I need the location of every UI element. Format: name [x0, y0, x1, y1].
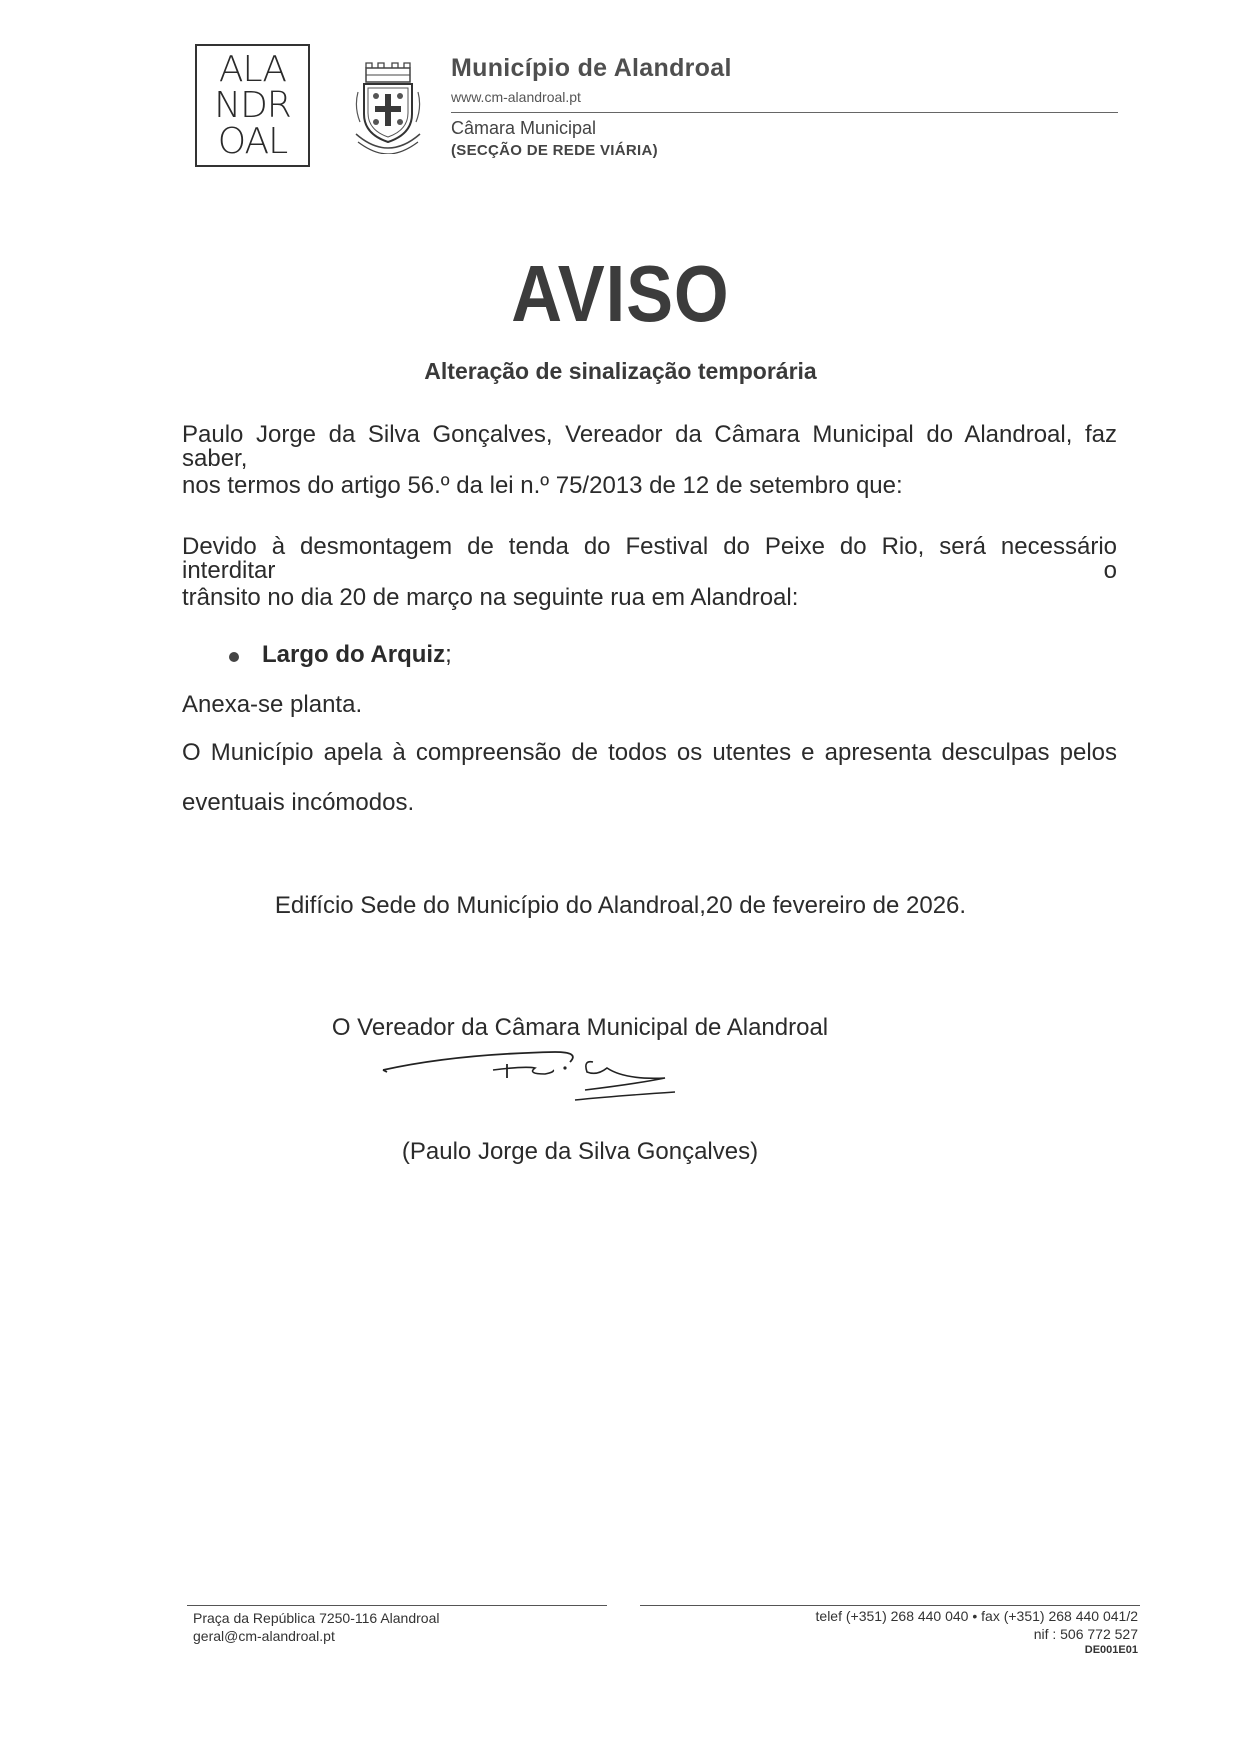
footer-document-code: DE001E01 [1084, 1644, 1138, 1656]
paragraph-3-line-2: eventuais incómodos. [182, 789, 415, 816]
footer-divider-left [187, 1605, 607, 1606]
footer-divider-right [640, 1605, 1140, 1606]
paragraph-2-line-1: Devido à desmontagem de tenda do Festival do Peixe do Rio, será necessário interditar o [182, 533, 1117, 584]
organization-name: Município de Alandroal [451, 54, 732, 82]
header-divider [451, 112, 1118, 113]
footer-phone-fax: telef (+351) 268 440 040 • fax (+351) 268 440 041/2 [815, 1608, 1138, 1624]
notice-subtitle: Alteração de sinalização temporária [424, 358, 817, 384]
bullet-suffix: ; [445, 641, 452, 668]
section-name: (SECÇÃO DE REDE VIÁRIA) [451, 142, 658, 159]
signatory-role: O Vereador da Câmara Municipal de Alandroal [331, 1014, 829, 1041]
street-name: Largo do Arquiz [262, 641, 446, 668]
bullet-icon [229, 652, 239, 662]
annex-note: Anexa-se planta. [182, 691, 363, 718]
paragraph-1-line-2: nos termos do artigo 56.º da lei n.º 75/2013 de 12 de setembro que: [182, 472, 903, 499]
bullet-item [262, 641, 452, 669]
logo-line-1: ALA [218, 49, 287, 90]
department-name: Câmara Municipal [451, 118, 597, 138]
organization-website: www.cm-alandroal.pt [451, 89, 581, 105]
footer-address: Praça da República 7250-116 Alandroal [193, 1610, 440, 1626]
footer-email: geral@cm-alandroal.pt [193, 1628, 335, 1644]
place-and-date: Edifício Sede do Município do Alandroal,20 de fevereiro de 2026. [274, 892, 967, 919]
paragraph-3-line-1: O Município apela à compreensão de todos os utentes e apresenta desculpas pelos [182, 739, 1117, 766]
logo-line-2: NDR [214, 85, 291, 126]
paragraph-2-line-2: trânsito no dia 20 de março na seguinte rua em Alandroal: [182, 584, 799, 611]
notice-title: AVISO [511, 249, 730, 338]
coat-of-arms-icon [352, 62, 424, 154]
paragraph-1-line-1: Paulo Jorge da Silva Gonçalves, Vereador da Câmara Municipal do Alandroal, faz saber, [182, 421, 1117, 472]
logo-line-3: OAL [217, 121, 288, 162]
handwritten-signature [375, 1040, 720, 1125]
footer-nif: nif : 506 772 527 [1033, 1626, 1138, 1642]
municipal-logo [195, 44, 310, 167]
signatory-name: (Paulo Jorge da Silva Gonçalves) [401, 1138, 759, 1165]
